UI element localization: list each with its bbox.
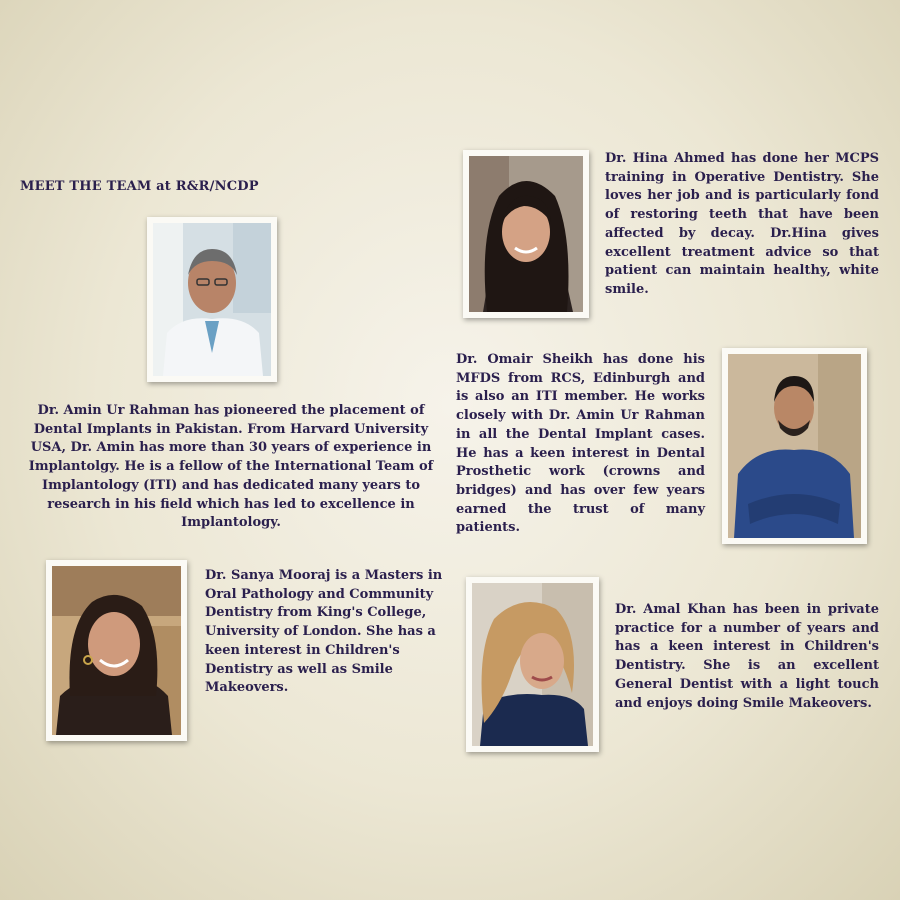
portrait-amin-icon	[153, 223, 271, 376]
bio-sanya-mooraj: Dr. Sanya Mooraj is a Masters in Oral Pathology and Community Dentistry from King's College, University of London. She has a keen interest in Children's Dentistry as well as Smile Makeovers.	[205, 568, 443, 696]
portrait-sanya-icon	[52, 566, 181, 735]
page-title: MEET THE TEAM at R&R/NCDP	[20, 179, 259, 194]
bio-omair-sheikh: Dr. Omair Sheikh has done his MFDS from RCS, Edinburgh and is also an ITI member. He works closely with Dr. Amin Ur Rahman in all the Dental Implant cases. He has a keen interest in Dental Prosthetic work (crowns and bridges) and has over few years earned the trust of many patients.	[456, 352, 705, 536]
photo-sanya-mooraj	[46, 560, 187, 741]
portrait-amal-icon	[472, 583, 593, 746]
photo-amin-ur-rahman	[147, 217, 277, 382]
photo-amal-khan	[466, 577, 599, 752]
portrait-hina-icon	[469, 156, 583, 312]
bio-amal-khan: Dr. Amal Khan has been in private practice for a number of years and has a keen interest in Children's Dentistry. She is an excellent General Dentist with a light touch and enjoys doing Smile Makeovers.	[615, 602, 879, 711]
photo-hina-ahmed	[463, 150, 589, 318]
portrait-omair-icon	[728, 354, 861, 538]
photo-omair-sheikh	[722, 348, 867, 544]
bio-amin-ur-rahman: Dr. Amin Ur Rahman has pioneered the placement of Dental Implants in Pakistan. From Harvard University USA, Dr. Amin has more than 30 years of experience in Implantolgy. He is a fellow of the International Team of Implantology (ITI) and has dedicated many years to research in his field which has led to excellence in Implantology.	[28, 403, 434, 531]
bio-hina-ahmed: Dr. Hina Ahmed has done her MCPS training in Operative Dentistry. She loves her job and is particularly fond of restoring teeth that have been affected by decay. Dr.Hina gives excellent treatment advice so that patient can maintain healthy, white smile.	[605, 151, 879, 297]
